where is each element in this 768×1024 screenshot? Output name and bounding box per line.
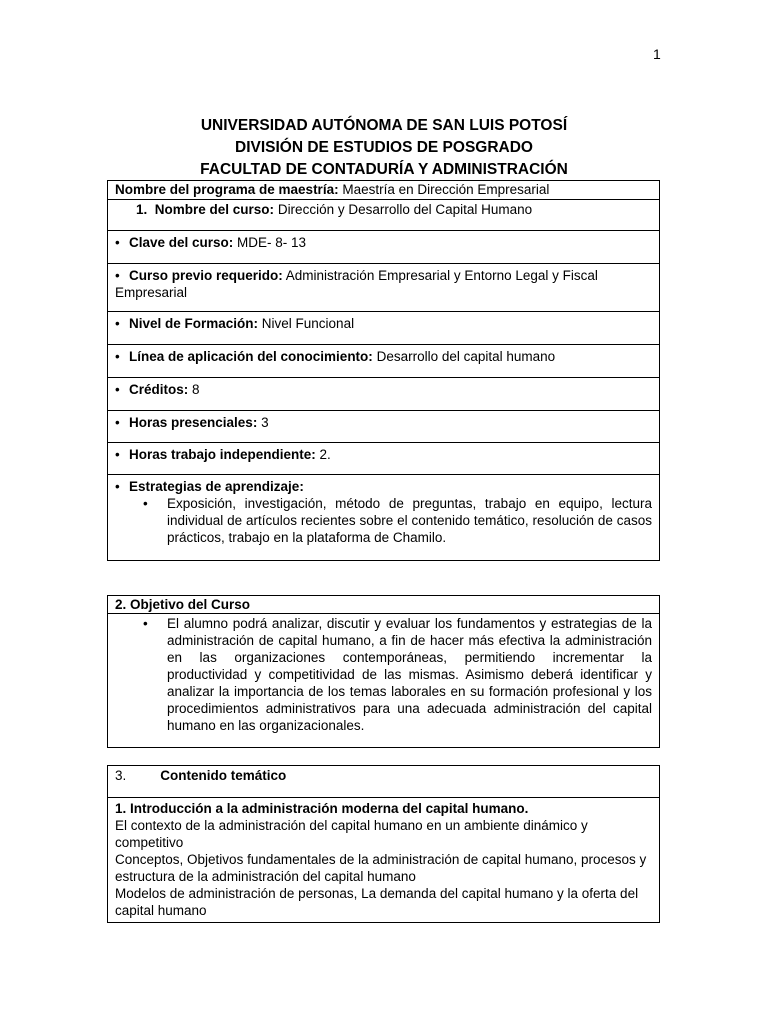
trabajo-label: Horas trabajo independiente: bbox=[129, 447, 316, 462]
trabajo-row bbox=[108, 442, 659, 474]
program-row bbox=[108, 181, 659, 199]
bullet-icon: • bbox=[143, 496, 148, 511]
bullet-icon: • bbox=[115, 415, 120, 430]
clave-value: MDE- 8- 13 bbox=[233, 235, 307, 250]
content-body bbox=[108, 797, 659, 922]
bullet-icon: • bbox=[115, 268, 120, 283]
unit-line-3: Modelos de administración de personas, La demanda del capital humano y la oferta del capital humano bbox=[115, 886, 639, 918]
document-header bbox=[0, 115, 768, 181]
unit-line-1: El contexto de la administración del capital humano en un ambiente dinámico y competitivo bbox=[115, 818, 588, 850]
horas-label: Horas presenciales: bbox=[129, 415, 258, 430]
university-name: UNIVERSIDAD AUTÓNOMA DE SAN LUIS POTOSÍ bbox=[200, 117, 568, 134]
content-table bbox=[107, 765, 660, 923]
bullet-icon: • bbox=[115, 349, 120, 364]
objective-title: 2. Objetivo del Curso bbox=[115, 597, 251, 612]
previo-value: Administración Empresarial y Entorno Legal y Fiscal Empresarial bbox=[115, 268, 598, 300]
unit-line-2: Conceptos, Objetivos fundamentales de la administración de capital humano, procesos y estructura de la administración del capital humano bbox=[115, 852, 647, 884]
nivel-row bbox=[108, 311, 659, 344]
program-label: Nombre del programa de maestría: bbox=[115, 182, 339, 197]
nivel-value: Nivel Funcional bbox=[258, 316, 355, 331]
bullet-icon: • bbox=[115, 447, 120, 462]
objective-text: El alumno podrá analizar, discutir y evaluar los fundamentos y estrategias de la administración de capital humano, a fin de hacer más efectiva la administración en las organizaciones contemporáneas, permitiendo incrementar la productividad y competitividad de las mismas. Asimismo deberá identificar y analizar la importancia de los temas laborales en su formación profesional y los procedimientos administrativos para una adecuada administración del capital humano en las organizacionales. bbox=[167, 616, 652, 733]
estrategias-row bbox=[108, 474, 659, 560]
bullet-icon: • bbox=[115, 479, 120, 494]
content-number: 3. bbox=[115, 768, 127, 783]
estrategias-text: Exposición, investigación, método de preguntas, trabajo en equipo, lectura individual de artículos recientes sobre el contenido temático, resolución de casos prácticos, trabajo en la plataforma de Chamilo. bbox=[167, 496, 652, 545]
objective-table bbox=[107, 595, 660, 748]
objective-item bbox=[115, 615, 652, 734]
estrategias-label: Estrategias de aprendizaje: bbox=[129, 479, 304, 494]
estrategias-item bbox=[115, 495, 652, 546]
course-name-value: Dirección y Desarrollo del Capital Humano bbox=[274, 202, 533, 217]
course-name-row bbox=[108, 199, 659, 230]
linea-row bbox=[108, 344, 659, 377]
unit-title: 1. Introducción a la administración moderna del capital humano. bbox=[115, 801, 529, 816]
bullet-icon: • bbox=[115, 235, 120, 250]
division-name: DIVISIÓN DE ESTUDIOS DE POSGRADO bbox=[235, 139, 533, 156]
horas-row bbox=[108, 410, 659, 442]
content-title-row bbox=[108, 766, 659, 797]
previo-label: Curso previo requerido: bbox=[129, 268, 283, 283]
creditos-value: 8 bbox=[188, 382, 200, 397]
bullet-icon: • bbox=[143, 616, 148, 631]
page-number: 1 bbox=[653, 46, 661, 62]
course-info-table bbox=[107, 180, 660, 561]
horas-value: 3 bbox=[257, 415, 269, 430]
faculty-name: FACULTAD DE CONTADURÍA Y ADMINISTRACIÓN bbox=[200, 161, 568, 178]
linea-label: Línea de aplicación del conocimiento: bbox=[129, 349, 373, 364]
content-title: Contenido temático bbox=[160, 768, 287, 783]
program-value: Maestría en Dirección Empresarial bbox=[338, 182, 550, 197]
course-number: 1. bbox=[136, 202, 148, 217]
bullet-icon: • bbox=[115, 382, 120, 397]
linea-value: Desarrollo del capital humano bbox=[372, 349, 556, 364]
objective-body bbox=[108, 613, 659, 747]
creditos-row bbox=[108, 377, 659, 410]
clave-row bbox=[108, 230, 659, 263]
bullet-icon: • bbox=[115, 316, 120, 331]
course-name-label: Nombre del curso: bbox=[154, 202, 275, 217]
creditos-label: Créditos: bbox=[129, 382, 189, 397]
clave-label: Clave del curso: bbox=[129, 235, 234, 250]
previo-row bbox=[108, 263, 659, 311]
nivel-label: Nivel de Formación: bbox=[129, 316, 259, 331]
trabajo-value: 2. bbox=[315, 447, 331, 462]
